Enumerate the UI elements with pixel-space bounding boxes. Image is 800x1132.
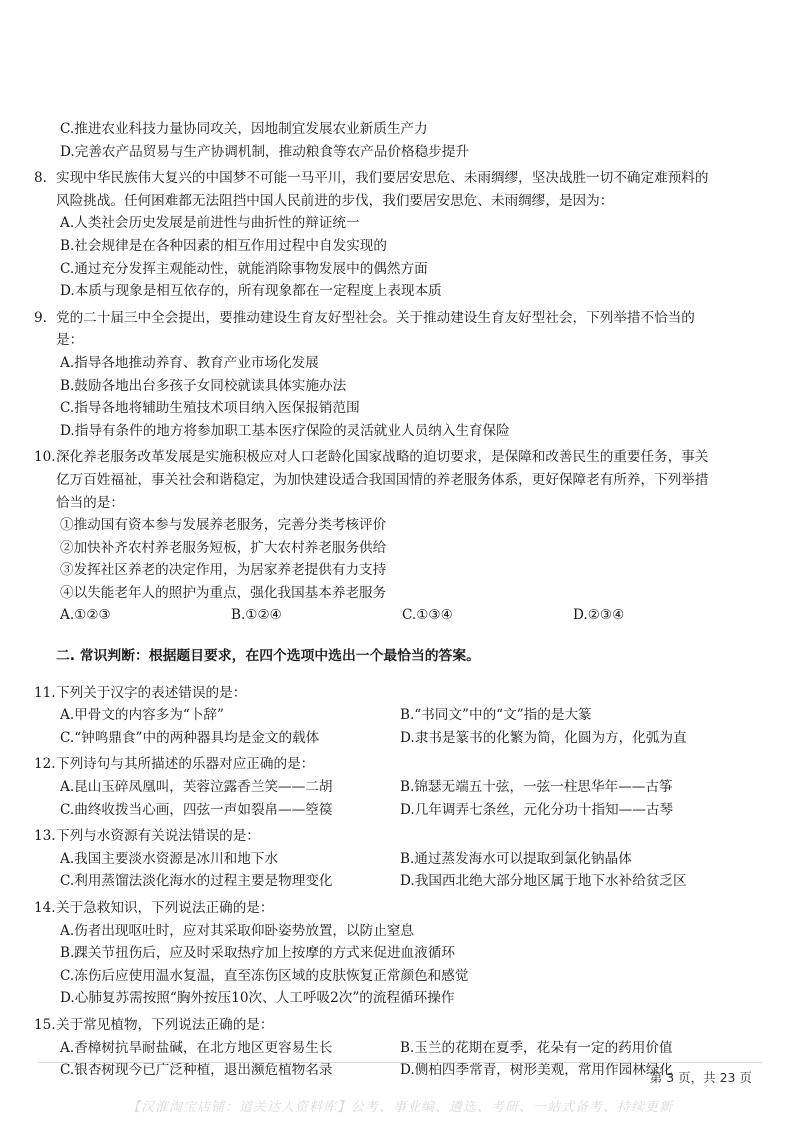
option-c: C.利用蒸馏法淡化海水的过程主要是物理变化: [60, 873, 333, 890]
option-row: [38, 870, 768, 893]
option-b: B.鼓励各地出台多孩子女同校就读具体实施办法: [60, 377, 347, 394]
option-d: D.几年调弄七条丝，元化分功十指知——古琴: [400, 801, 674, 818]
choice-b: B.①②④: [231, 607, 282, 624]
option-b: B.锦瑟无端五十弦，一弦一柱思华年——古筝: [400, 779, 673, 796]
option-c: C.银杏树现今已广泛种植，退出濒危植物名录: [60, 1062, 333, 1079]
option-d: D.心肺复苏需按照“胸外按压10次、人工呼吸2次”的流程循环操作: [60, 990, 455, 1007]
option-row: [38, 727, 768, 750]
question-number: 11.: [34, 684, 56, 701]
option-b: B.社会规律是在各种因素的相互作用过程中自发实现的: [60, 237, 387, 254]
question-stem: 是：: [56, 332, 84, 349]
question-12: [34, 753, 768, 776]
option-row: [38, 704, 768, 727]
option-d: D.指导有条件的地方将参加职工基本医疗保险的灵活就业人员纳入生育保险: [60, 422, 510, 439]
question-content: [34, 118, 768, 1082]
option-a: A.香樟树抗旱耐盐碱，在北方地区更容易生长: [60, 1039, 333, 1056]
option-a: A.人类社会历史发展是前进性与曲折性的辩证统一: [60, 215, 360, 232]
option-d: D.隶书是篆书的化繁为简，化圆为方，化弧为直: [400, 729, 687, 746]
option-b: B.“书同文”中的“文”指的是大篆: [400, 707, 592, 724]
option-a: A.伤者出现呕吐时，应对其采取仰卧姿势放置，以防止窒息: [60, 922, 414, 939]
question-stem: 下列关于汉字的表述错误的是：: [56, 684, 247, 701]
question-stem: 党的二十届三中全会提出，要推动建设生育友好型社会。关于推动建设生育友好型社会，下列举措不恰当的: [56, 309, 695, 326]
option-b: B.玉兰的花期在夏季，花朵有一定的药用价值: [400, 1039, 673, 1056]
question-number: 10.: [34, 449, 56, 466]
question-stem: 深化养老服务改革发展是实施积极应对人口老龄化国家战略的迫切要求，是保障和改善民生的重要任务，事关: [56, 449, 709, 466]
question-14: [34, 897, 768, 920]
choice-a: A.①②③: [60, 607, 111, 624]
option-row: [38, 848, 768, 871]
option-d: D.本质与现象是相互依存的，所有现象都在一定程度上表现本质: [60, 283, 442, 300]
question-stem: 关于急救知识，下列说法正确的是：: [56, 900, 274, 916]
option-row: [38, 776, 768, 799]
question-11: [34, 682, 768, 705]
statement-2: ②加快补齐农村养老服务短板，扩大农村养老服务供给: [60, 539, 387, 556]
question-stem: 下列诗句与其所描述的乐器对应正确的是：: [56, 756, 315, 773]
option-a: A.昆山玉碎凤凰叫，芙蓉泣露香兰笑——二胡: [60, 779, 333, 796]
section-heading: 二. 常识判断：根据题目要求，在四个选项中选出一个最恰当的答案。: [56, 648, 480, 665]
question-number: 8.: [34, 170, 47, 187]
question-number: 15.: [34, 1016, 56, 1033]
question-stem: 恰当的是：: [56, 494, 124, 511]
question-number: 14.: [34, 900, 56, 916]
question-number: 13.: [34, 828, 56, 845]
question-9: [34, 307, 768, 352]
question-number: 9.: [34, 309, 47, 326]
choice-c: C.①③④: [402, 607, 453, 624]
watermark-text: 【汉淮淘宝店铺：道关达人资料库】公考、事业编、遴选、考研、一站式备考、持续更新: [126, 1100, 673, 1115]
question-13: [34, 825, 768, 848]
statement-3: ③发挥社区养老的决定作用，为居家养老提供有力支持: [60, 562, 387, 579]
option-row: [38, 1037, 768, 1060]
option-c: C.“钟鸣鼎食”中的两种器具均是金文的载体: [60, 729, 320, 746]
question-stem: 实现中华民族伟大复兴的中国梦不可能一马平川，我们要居安思危、未雨绸缪，坚决战胜一切不确定难预料的: [56, 170, 709, 187]
choice-d: D.②③④: [573, 607, 625, 624]
option-c: C.曲终收拨当心画，四弦一声如裂帛——箜篌: [60, 801, 333, 818]
option-a: A.我国主要淡水资源是冰川和地下水: [60, 850, 279, 867]
question-stem: 风险挑战。任何困难都无法阻挡中国人民前进的步伐，我们要居安思危、未雨绸缪，是因为：: [56, 192, 614, 209]
choice-row: [38, 604, 768, 627]
option-row: [38, 799, 768, 822]
question-10: [34, 446, 768, 514]
question-15: [34, 1014, 768, 1037]
option-a: A.甲骨文的内容多为“卜辞”: [60, 707, 224, 724]
option-c: C.指导各地将辅助生殖技术项目纳入医保报销范围: [60, 400, 360, 417]
footer-divider: [38, 1062, 762, 1063]
prev-option-c: C.推进农业科技力量协同攻关，因地制宜发展农业新质生产力: [60, 121, 428, 137]
page-number: 第 3 页，共 23 页: [649, 1070, 752, 1085]
prev-option-d: D.完善农产品贸易与生产协调机制，推动粮食等农产品价格稳步提升: [60, 143, 469, 160]
question-stem: 下列与水资源有关说法错误的是：: [56, 828, 260, 845]
option-c: C.通过充分发挥主观能动性，就能消除事物发展中的偶然方面: [60, 260, 428, 277]
option-b: B.通过蒸发海水可以提取到氯化钠晶体: [400, 850, 632, 867]
statement-4: ④以失能老年人的照护为重点，强化我国基本养老服务: [60, 584, 387, 601]
question-8: [34, 167, 768, 212]
option-a: A.指导各地推动养育、教育产业市场化发展: [60, 354, 319, 371]
question-stem: 关于常见植物，下列说法正确的是：: [56, 1016, 274, 1033]
option-d: D.我国西北绝大部分地区属于地下水补给贫乏区: [400, 873, 687, 890]
option-b: B.踝关节扭伤后，应及时采取热疗加上按摩的方式来促进血液循环: [60, 945, 455, 962]
statement-1: ①推动国有资本参与发展养老服务，完善分类考核评价: [60, 517, 387, 534]
question-number: 12.: [34, 756, 56, 773]
option-d: D.侧柏四季常青，树形美观，常用作园林绿化: [400, 1062, 674, 1079]
option-c: C.冻伤后应使用温水复温，直至冻伤区域的皮肤恢复正常颜色和感觉: [60, 967, 469, 984]
question-stem: 亿万百姓福祉，事关社会和谐稳定，为加快建设适合我国国情的养老服务体系，更好保障老有所养，下列举措: [56, 471, 709, 488]
